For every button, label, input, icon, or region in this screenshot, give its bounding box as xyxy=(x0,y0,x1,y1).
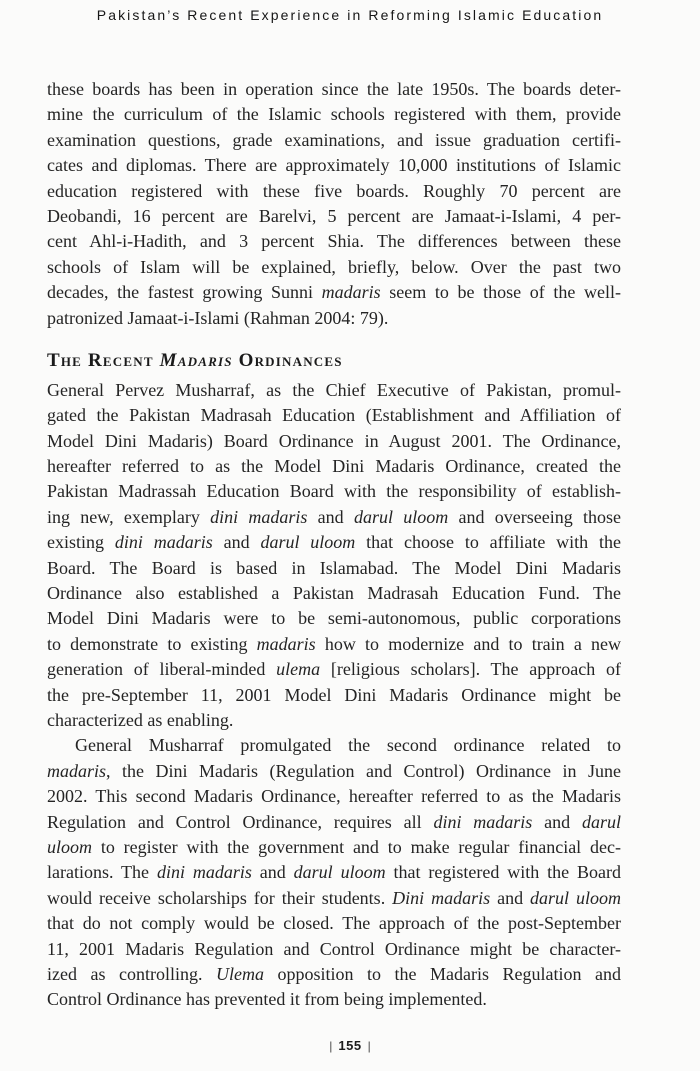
text-line xyxy=(47,479,621,504)
text-segment: Control Ordinance has prevented it from being implemented. xyxy=(47,989,487,1010)
folio-bar-left: | xyxy=(329,1039,333,1053)
italic-term: dini madaris xyxy=(210,506,308,527)
italic-term: darul uloom xyxy=(353,506,449,527)
text-line xyxy=(47,102,621,127)
page-body xyxy=(47,77,621,1013)
text-line xyxy=(47,77,621,102)
text-line xyxy=(47,632,621,657)
text-segment: and xyxy=(490,887,531,908)
text-line xyxy=(47,886,621,911)
text-line xyxy=(47,204,621,229)
paragraph xyxy=(47,77,621,331)
text-line xyxy=(47,153,621,178)
text-line xyxy=(47,581,621,606)
text-line xyxy=(47,657,621,682)
text-segment: Deobandi, 16 percent are Barelvi, 5 percent are Jamaat-i-Islami, 4 per- xyxy=(47,205,621,226)
italic-term: Madaris xyxy=(159,349,233,371)
text-segment: Pakistan Madrassah Education Board with the responsibility of establish- xyxy=(47,481,621,502)
italic-term: darul uloom xyxy=(260,532,356,553)
text-segment: and xyxy=(251,862,294,883)
text-line xyxy=(47,810,621,835)
text-segment: Ordinances xyxy=(232,349,343,371)
text-line xyxy=(47,280,621,305)
italic-term: dini madaris xyxy=(433,811,533,832)
italic-term: uloom xyxy=(47,836,92,857)
paragraph xyxy=(47,378,621,733)
text-segment: schools of Islam will be explained, briefly, below. Over the past two xyxy=(47,256,621,277)
text-segment: and xyxy=(532,811,582,832)
text-segment: and xyxy=(307,506,354,527)
text-segment: mine the curriculum of the Islamic schools registered with them, provide xyxy=(47,104,621,125)
text-segment: patronized Jamaat-i-Islami (Rahman 2004: 79). xyxy=(47,307,389,328)
italic-term: ulema xyxy=(276,659,321,680)
text-segment: General Musharraf promulgated the second ordinance related to xyxy=(75,735,621,756)
text-line xyxy=(47,454,621,479)
text-line xyxy=(47,708,621,733)
text-line xyxy=(47,987,621,1012)
text-segment: , the Dini Madaris (Regulation and Control) Ordinance in June xyxy=(106,760,621,781)
text-segment: General Pervez Musharraf, as the Chief Executive of Pakistan, promul- xyxy=(47,379,621,400)
folio-bar-right: | xyxy=(367,1039,371,1053)
text-line xyxy=(47,229,621,254)
text-segment: these boards has been in operation since the late 1950s. The boards deter- xyxy=(47,79,621,99)
text-segment: decades, the fastest growing Sunni xyxy=(47,282,322,303)
italic-term: madaris xyxy=(47,760,107,781)
italic-term: darul uloom xyxy=(293,862,386,883)
italic-term: Dini madaris xyxy=(392,887,491,908)
italic-term: madaris xyxy=(256,633,316,654)
text-line xyxy=(47,962,621,987)
text-line xyxy=(47,784,621,809)
text-line xyxy=(47,911,621,936)
text-segment: 11, 2001 Madaris Regulation and Control Ordinance might be character- xyxy=(47,938,621,959)
text-line xyxy=(47,429,621,454)
text-line xyxy=(47,759,621,784)
page-footer xyxy=(0,1038,700,1053)
text-segment: would receive scholarships for their students. xyxy=(47,887,393,908)
italic-term: dini madaris xyxy=(156,862,252,883)
text-segment: generation of liberal-minded xyxy=(47,659,277,680)
text-segment: the pre-September 11, 2001 Model Dini Madaris Ordinance might be xyxy=(47,684,621,705)
text-line xyxy=(47,606,621,631)
italic-term: dini madaris xyxy=(114,532,213,553)
text-segment: that registered with the Board xyxy=(385,862,622,883)
text-line xyxy=(47,403,621,428)
text-line xyxy=(47,530,621,555)
text-segment: to register with the government and to make regular financial dec- xyxy=(92,836,621,857)
italic-term: darul uloom xyxy=(530,887,621,908)
text-segment: 2002. This second Madaris Ordinance, hereafter referred to as the Madaris xyxy=(47,786,621,807)
section-heading xyxy=(47,348,621,374)
text-segment: ing new, exemplary xyxy=(47,506,211,527)
text-line xyxy=(47,733,621,758)
text-line xyxy=(47,505,621,530)
text-segment: ized as controlling. xyxy=(47,963,216,984)
text-segment: Model Dini Madaris) Board Ordinance in August 2001. The Ordinance, xyxy=(47,430,621,451)
text-line xyxy=(47,860,621,885)
text-segment: examination questions, grade examinations, and issue graduation certifi- xyxy=(47,129,621,150)
text-segment: hereafter referred to as the Model Dini Madaris Ordinance, created the xyxy=(47,456,621,477)
text-segment: education registered with these five boards. Roughly 70 percent are xyxy=(47,180,621,201)
running-header: Pakistan’s Recent Experience in Reforming Islamic Education xyxy=(96,7,604,23)
text-segment: [religious scholars]. The approach of xyxy=(320,659,621,680)
text-segment: Regulation and Control Ordinance, requires all xyxy=(47,811,434,832)
text-segment: that do not comply would be closed. The approach of the post-September xyxy=(47,913,621,934)
text-segment: gated the Pakistan Madrasah Education (Establishment and Affiliation of xyxy=(47,405,621,426)
text-line xyxy=(47,835,621,860)
text-segment: cates and diplomas. There are approximately 10,000 institutions of Islamic xyxy=(47,155,621,176)
text-segment: larations. The xyxy=(47,862,157,883)
text-segment: The Recent xyxy=(47,349,160,371)
text-line xyxy=(47,179,621,204)
text-line xyxy=(47,378,621,403)
text-segment: cent Ahl-i-Hadith, and 3 percent Shia. The differences between these xyxy=(47,231,621,252)
text-line xyxy=(47,937,621,962)
text-line xyxy=(47,683,621,708)
text-segment: characterized as enabling. xyxy=(47,709,234,730)
text-segment: seem to be those of the well- xyxy=(380,282,621,303)
italic-term: madaris xyxy=(321,282,381,303)
text-line xyxy=(47,556,621,581)
text-segment: how to modernize and to train a new xyxy=(315,633,622,654)
text-segment: Board. The Board is based in Islamabad. The Model Dini Madaris xyxy=(47,557,621,578)
text-segment: and xyxy=(212,532,261,553)
page-number: 155 xyxy=(338,1038,362,1053)
text-segment: to demonstrate to existing xyxy=(47,633,257,654)
text-segment: Model Dini Madaris were to be semi-autonomous, public corporations xyxy=(47,608,621,629)
italic-term: Ulema xyxy=(215,963,264,984)
text-line xyxy=(47,255,621,280)
text-line xyxy=(47,128,621,153)
italic-term: darul xyxy=(581,811,621,832)
text-segment: opposition to the Madaris Regulation and xyxy=(263,963,621,984)
text-segment: that choose to affiliate with the xyxy=(355,532,622,553)
text-segment: and overseeing those xyxy=(448,506,622,527)
paragraph xyxy=(47,733,621,1012)
text-line xyxy=(47,306,621,331)
text-segment: existing xyxy=(47,532,115,553)
text-segment: Ordinance also established a Pakistan Madrasah Education Fund. The xyxy=(47,583,621,604)
